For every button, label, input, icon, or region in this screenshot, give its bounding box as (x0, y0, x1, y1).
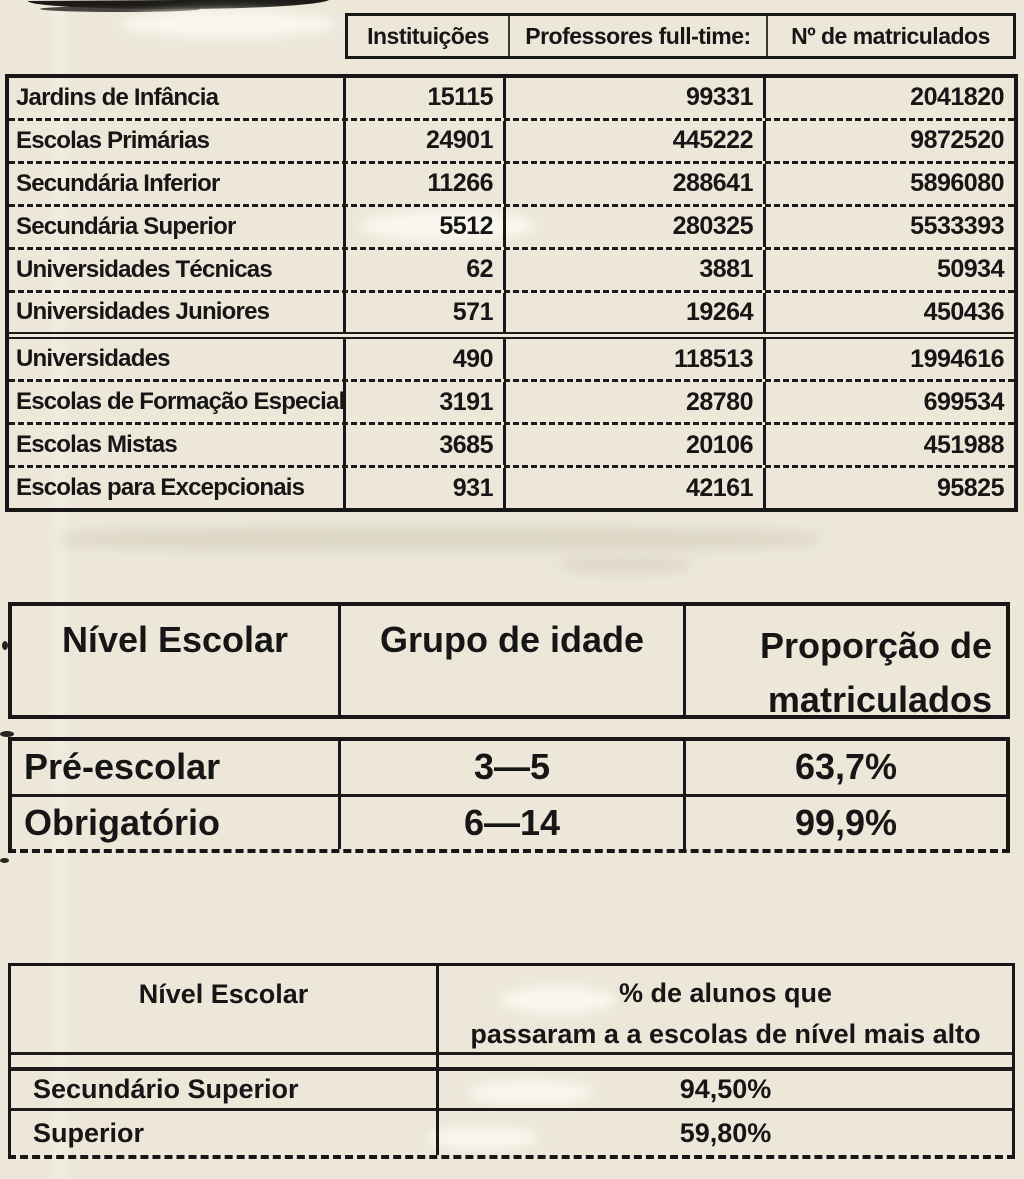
cell-institutions: 490 (343, 339, 503, 379)
table-row (9, 78, 1014, 121)
institutions-table (5, 74, 1018, 512)
cell-institutions: 3685 (343, 425, 503, 465)
table-row (9, 207, 1014, 250)
scan-bleed-through (60, 528, 820, 550)
cell-teachers: 28780 (503, 382, 763, 422)
cell-teachers: 20106 (503, 425, 763, 465)
row-label: Escolas de Formação Especial (16, 388, 345, 416)
cell-institutions: 15115 (343, 78, 503, 118)
cell-age-group: 6—14 (338, 797, 683, 850)
cell-school-level: Superior (11, 1111, 439, 1155)
spacer-cell (11, 1055, 439, 1067)
cell-teachers: 42161 (503, 468, 763, 508)
table-spacer-row (11, 1055, 1012, 1071)
cell-institutions: 931 (343, 468, 503, 508)
table-row (9, 121, 1014, 164)
progression-table-header (11, 966, 1012, 1055)
cell-teachers: 288641 (503, 164, 763, 204)
cell-institutions: 24901 (343, 121, 503, 161)
row-label: Escolas Mistas (16, 431, 177, 459)
scan-bleed-through (560, 558, 690, 572)
table-row (12, 797, 1006, 850)
cell-enrolled: 2041820 (763, 78, 1014, 118)
cell-age-group: 3—5 (338, 741, 683, 794)
row-label: Escolas Primárias (16, 126, 210, 154)
table-row (12, 741, 1006, 797)
cell-enrolled: 5533393 (763, 207, 1014, 247)
row-label: Secundária Inferior (16, 169, 220, 197)
header-percent-promoted (439, 966, 1012, 1052)
row-label: Universidades Técnicas (16, 255, 272, 283)
table-row (9, 382, 1014, 425)
row-label: Escolas para Excepcionais (16, 474, 305, 502)
header-number-enrolled: Nº de matriculados (766, 16, 1013, 56)
row-label: Jardins de Infância (16, 83, 219, 111)
table-row (9, 425, 1014, 468)
cell-enrolled: 450436 (763, 293, 1014, 333)
spacer-cell (439, 1055, 1012, 1067)
cell-teachers: 3881 (503, 250, 763, 290)
row-label: Secundária Superior (16, 212, 236, 240)
row-label: Universidades (16, 345, 170, 373)
header-school-level: Nível Escolar (11, 966, 439, 1052)
scan-smudge (120, 10, 335, 38)
cell-institutions: 62 (343, 250, 503, 290)
table-row (11, 1071, 1012, 1111)
scan-speck (0, 858, 9, 863)
institutions-table-header (345, 13, 1016, 59)
header-teachers-fulltime: Professores full-time: (508, 16, 766, 56)
enrollment-table (8, 737, 1010, 853)
cell-teachers: 19264 (503, 293, 763, 333)
cell-enrolled: 5896080 (763, 164, 1014, 204)
cell-enrolled: 1994616 (763, 339, 1014, 379)
header-enrolled-proportion: Proporção de matriculados (683, 606, 1006, 715)
cell-percent-promoted: 94,50% (679, 1074, 772, 1104)
row-label: Universidades Juniores (16, 298, 270, 326)
table-row (9, 250, 1014, 293)
header-age-group: Grupo de idade (338, 606, 683, 715)
cell-enrolled: 95825 (763, 468, 1014, 508)
progression-table (8, 963, 1015, 1159)
cell-institutions: 11266 (343, 164, 503, 204)
cell-enrolled: 451988 (763, 425, 1014, 465)
cell-teachers: 445222 (503, 121, 763, 161)
table-row (9, 293, 1014, 340)
cell-proportion: 63,7% (683, 741, 1006, 794)
cell-enrolled: 50934 (763, 250, 1014, 290)
table-row (9, 164, 1014, 207)
table-row (9, 339, 1014, 382)
cell-school-level: Obrigatório (24, 801, 220, 843)
cell-institutions: 3191 (343, 382, 503, 422)
cell-school-level: Pré-escolar (24, 746, 221, 788)
cell-teachers: 99331 (503, 78, 763, 118)
header-school-level: Nível Escolar (61, 619, 289, 660)
cell-enrolled: 699534 (763, 382, 1014, 422)
cell-teachers: 280325 (503, 207, 763, 247)
table-row (9, 468, 1014, 508)
cell-enrolled: 9872520 (763, 121, 1014, 161)
cell-institutions: 5512 (343, 207, 503, 247)
header-institutions: Instituições (367, 22, 489, 49)
enrollment-table-header (8, 602, 1010, 719)
header-percent-promoted-line2: passaram a a escolas de nível mais alto (470, 1018, 981, 1049)
cell-proportion: 99,9% (683, 797, 1006, 850)
cell-institutions: 571 (343, 293, 503, 333)
table-row (11, 1111, 1012, 1155)
cell-percent-promoted: 59,80% (679, 1117, 772, 1148)
cell-teachers: 118513 (503, 339, 763, 379)
cell-school-level: Secundário Superior (11, 1071, 439, 1108)
header-percent-promoted-line1: % de alunos que (618, 978, 833, 1008)
